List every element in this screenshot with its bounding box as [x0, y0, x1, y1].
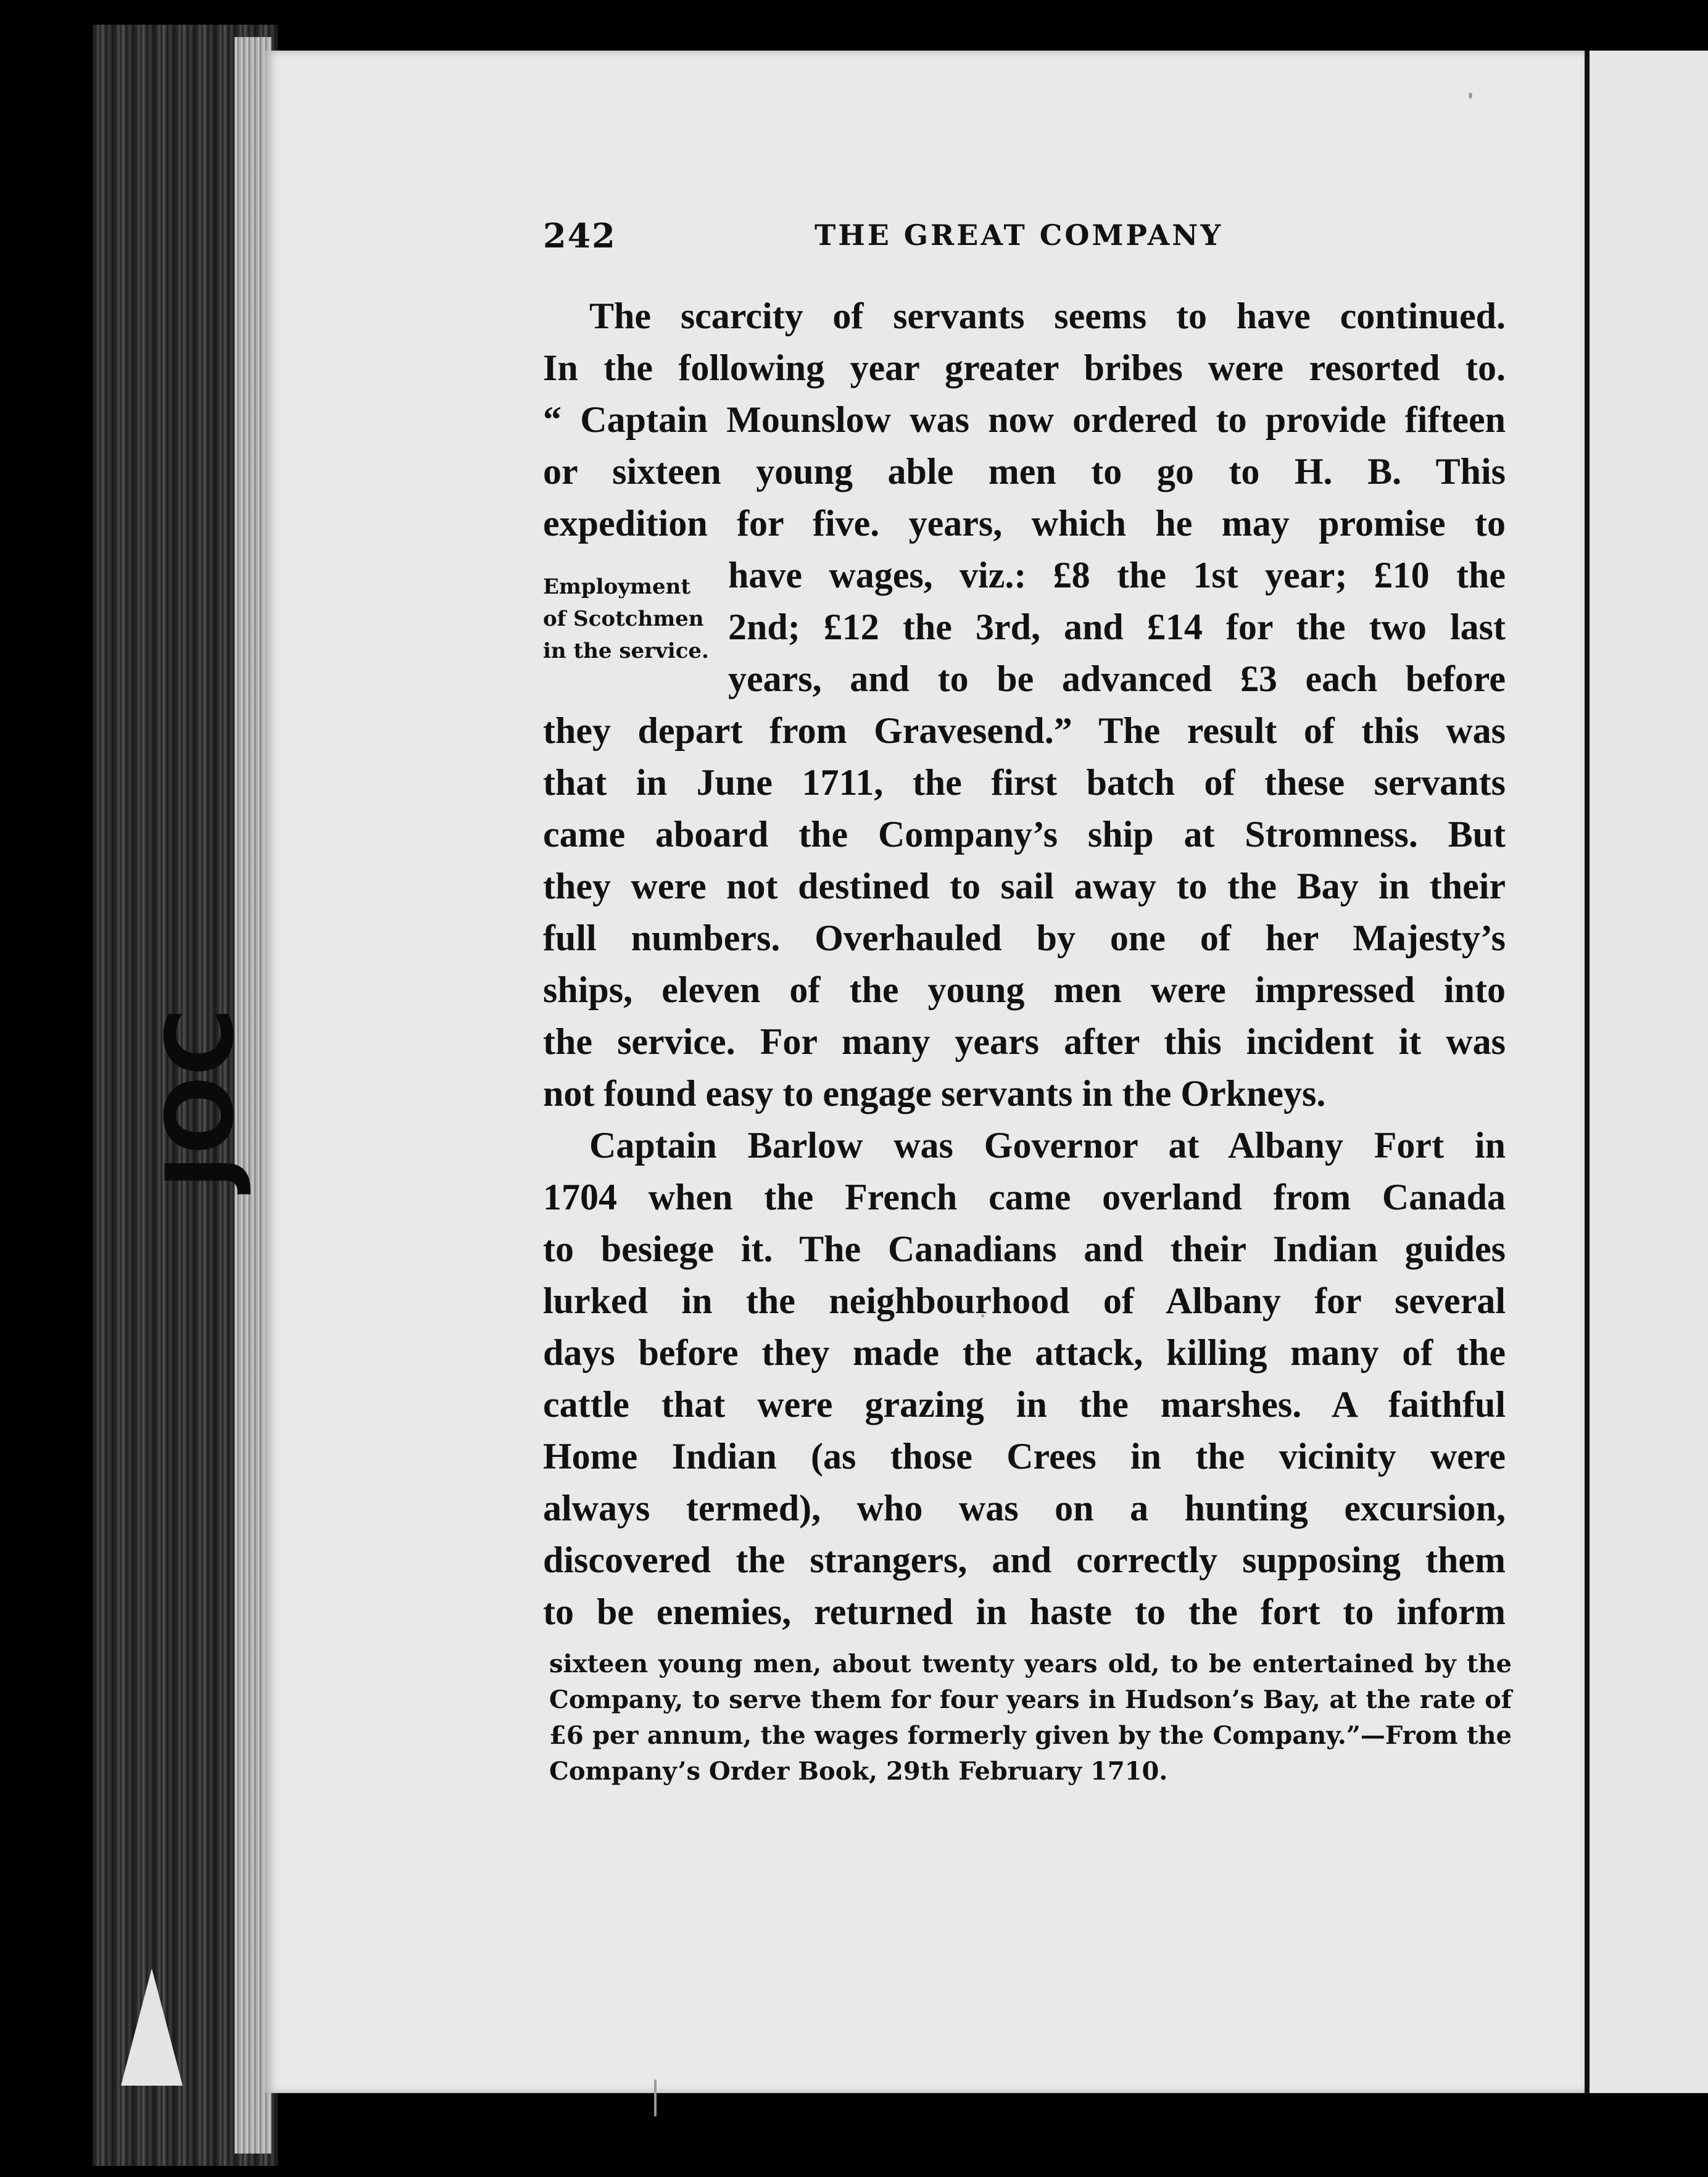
sidenote-line: in the service. [543, 639, 709, 663]
page-header [543, 216, 1234, 265]
sidenote-line: Employment [543, 574, 691, 599]
page-gutter [1585, 51, 1590, 2093]
handwritten-spine-mark: JOC [147, 1008, 254, 1189]
text-line: not found easy to engage servants in the Orkneys. [543, 1073, 1326, 1114]
footnote-line: Company, to serve them for four years in Hudson’s Bay, at the rate of [549, 1685, 1512, 1714]
text-line: full numbers. Overhauled by one of her Majesty’s [543, 918, 1506, 958]
torn-page-corner [121, 1968, 183, 2086]
text-line: to besiege it. The Canadians and their Indian guides [543, 1229, 1506, 1269]
text-line: Captain Barlow was Governor at Albany Fort in [589, 1125, 1506, 1166]
text-line: days before they made the attack, killing many of the [543, 1332, 1506, 1373]
text-line: expedition for five. years, which he may promise to [543, 503, 1506, 544]
footnote [549, 1646, 1512, 1789]
body-text [543, 290, 1506, 1638]
footnote-line: £6 per annum, the wages formerly given by the Company.”—From the [549, 1721, 1512, 1750]
text-line: or sixteen young able men to go to H. B. This [543, 451, 1506, 492]
text-line: came aboard the Company’s ship at Stromness. But [543, 814, 1506, 855]
text-line: The scarcity of servants seems to have continued. [589, 296, 1506, 336]
text-line: cattle that were grazing in the marshes. A faithful [543, 1384, 1506, 1425]
text-line: ships, eleven of the young men were impressed into [543, 969, 1506, 1010]
paper-scratch [654, 2080, 657, 2117]
page-number: 242 [543, 216, 616, 255]
text-line: have wages, viz.: £8 the 1st year; £10 the [728, 555, 1506, 595]
footnote-line: sixteen young men, about twenty years old, to be entertained by the [549, 1649, 1512, 1678]
sidenote-line: of Scotchmen [543, 607, 704, 631]
text-line: “ Captain Mounslow was now ordered to provide fifteen [543, 399, 1506, 440]
text-line: to be enemies, returned in haste to the fort to inform [543, 1591, 1506, 1632]
text-line: 2nd; £12 the 3rd, and £14 for the two last [728, 607, 1506, 647]
footnote-line: Company’s Order Book, 29th February 1710. [549, 1757, 1168, 1786]
adjacent-page [1590, 51, 1708, 2093]
text-line: Home Indian (as those Crees in the vicinity were [543, 1436, 1506, 1477]
text-line: 1704 when the French came overland from Canada [543, 1177, 1506, 1217]
text-line: that in June 1711, the first batch of these servants [543, 762, 1506, 803]
margin-sidenote [543, 571, 722, 667]
text-line: they depart from Gravesend.” The result of this was [543, 710, 1506, 751]
text-line: lurked in the neighbourhood of Albany for several [543, 1280, 1506, 1321]
text-line: years, and to be advanced £3 each before [728, 658, 1506, 699]
text-line: the service. For many years after this incident it was [543, 1021, 1506, 1062]
text-line: In the following year greater bribes were resorted to. [543, 347, 1506, 388]
paper-speck [1469, 93, 1472, 99]
text-line: always termed), who was on a hunting excursion, [543, 1488, 1506, 1528]
text-line: they were not destined to sail away to the Bay in their [543, 866, 1506, 906]
running-head: THE GREAT COMPANY [815, 218, 1224, 252]
text-line: discovered the strangers, and correctly supposing them [543, 1540, 1506, 1580]
